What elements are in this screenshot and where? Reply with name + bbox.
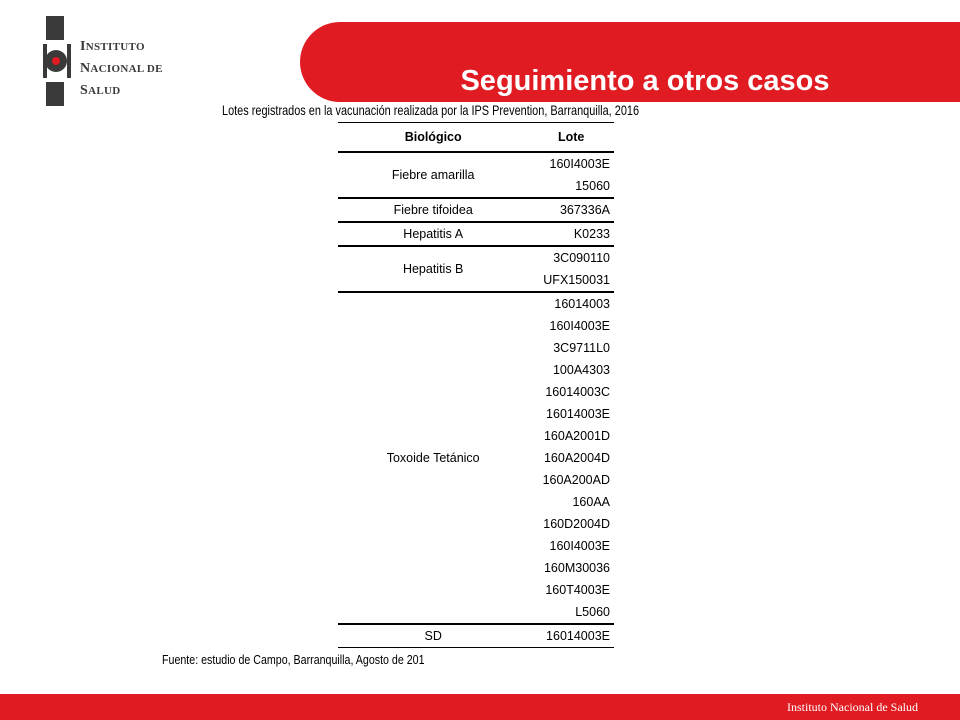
lote-cell: UFX150031 bbox=[543, 273, 610, 287]
table-row bbox=[338, 292, 614, 315]
footer-text: Instituto Nacional de Salud bbox=[787, 700, 918, 714]
lote-cell: 160T4003E bbox=[545, 583, 610, 597]
lote-cell: 367336A bbox=[528, 198, 614, 222]
lote-cell: 160I4003E bbox=[549, 319, 610, 333]
lote-cell: 160I4003E bbox=[549, 539, 610, 553]
biologico-cell: SD bbox=[338, 624, 528, 648]
biologico-cell: Toxoide Tetánico bbox=[338, 292, 528, 624]
lote-cell: 160I4003E bbox=[549, 157, 610, 171]
table-caption: Lotes registrados en la vacunación realizada por la IPS Prevention, Barranquilla, 2016 bbox=[222, 102, 640, 118]
lote-cell: 16014003C bbox=[545, 385, 610, 399]
table-row bbox=[338, 222, 614, 246]
institute-logo bbox=[43, 16, 183, 108]
lote-cell: 100A4303 bbox=[552, 363, 610, 377]
lote-cell: 160A2001D bbox=[543, 429, 610, 443]
table-row bbox=[338, 198, 614, 222]
table-body bbox=[338, 152, 614, 648]
page-title: Seguimiento a otros casos bbox=[460, 65, 830, 97]
source-note: Fuente: estudio de Campo, Barranquilla, Agosto de 201 bbox=[162, 652, 425, 667]
lote-cell: 3C090110 bbox=[528, 246, 614, 269]
lote-cell: 3C9711L0 bbox=[553, 341, 610, 355]
column-header-lote: Lote bbox=[528, 123, 614, 153]
table-row bbox=[338, 152, 614, 175]
biologico-cell: Hepatitis B bbox=[338, 246, 528, 292]
table-header-row bbox=[338, 123, 614, 153]
biologico-cell: Fiebre amarilla bbox=[391, 168, 475, 182]
footer-bar bbox=[0, 694, 960, 720]
vaccine-lots-table bbox=[338, 122, 614, 648]
table-row bbox=[338, 624, 614, 648]
biologico-cell: Fiebre tifoidea bbox=[338, 198, 528, 222]
header-banner bbox=[300, 22, 960, 102]
lote-cell: 160D2004D bbox=[543, 517, 610, 531]
lote-cell: 160M30036 bbox=[543, 561, 610, 575]
lote-cell: K0233 bbox=[528, 222, 614, 246]
lote-cell: 16014003 bbox=[528, 292, 614, 315]
logo-wordmark: INSTITUTO NACIONAL DE SALUD bbox=[80, 39, 163, 98]
biologico-cell: Hepatitis A bbox=[338, 222, 528, 246]
column-header-biologico: Biológico bbox=[338, 123, 528, 153]
lote-cell: 160A200AD bbox=[542, 473, 610, 487]
lote-cell: 16014003E bbox=[528, 624, 614, 648]
lote-cell: L5060 bbox=[575, 605, 610, 619]
ins-logo-icon bbox=[43, 16, 73, 106]
lote-cell: 16014003E bbox=[546, 407, 610, 421]
lote-cell: 160AA bbox=[572, 495, 610, 509]
lote-cell: 15060 bbox=[575, 179, 610, 193]
table-row bbox=[338, 246, 614, 269]
lote-cell: 160A2004D bbox=[543, 451, 610, 465]
